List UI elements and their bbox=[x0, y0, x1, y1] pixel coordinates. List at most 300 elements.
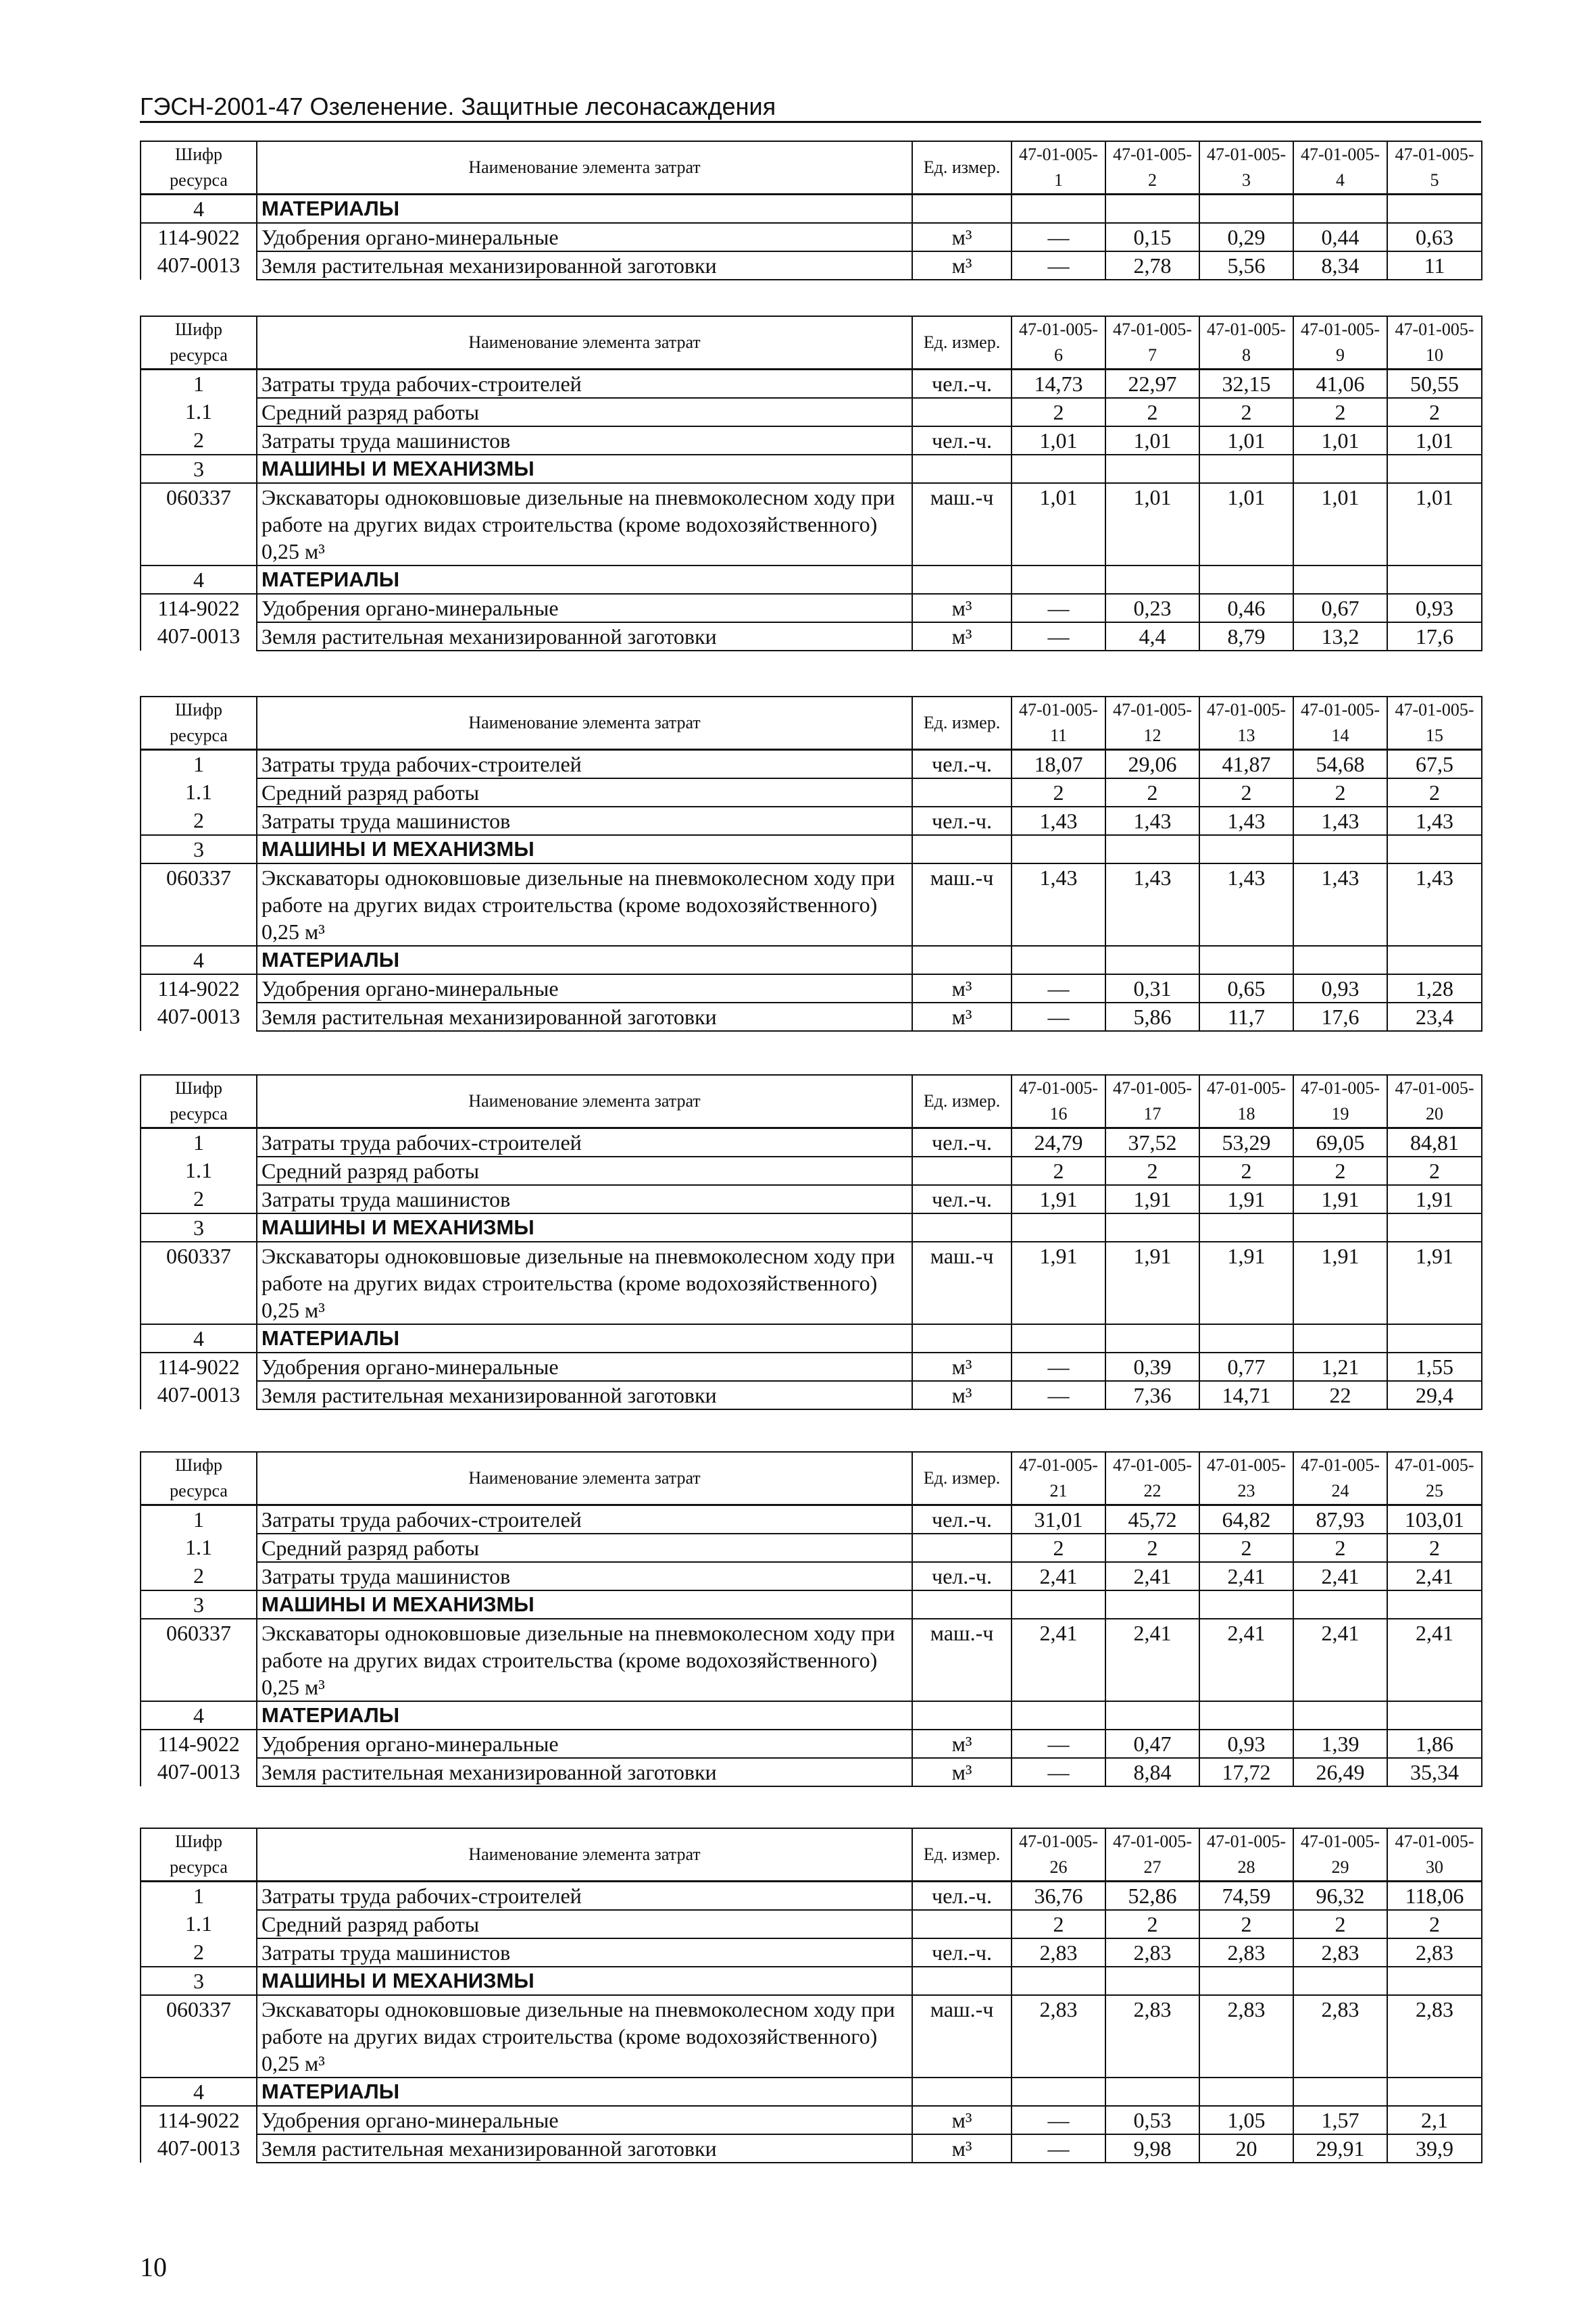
row-value: 2,83 bbox=[1387, 1995, 1482, 2078]
row-value: 2,41 bbox=[1105, 1619, 1199, 1701]
section-empty bbox=[1387, 1967, 1482, 1995]
section-row bbox=[141, 946, 1482, 974]
row-value: 87,93 bbox=[1293, 1505, 1387, 1534]
row-code: 407-0013 bbox=[141, 1758, 257, 1786]
section-empty bbox=[1199, 565, 1293, 594]
table-row bbox=[141, 1910, 1482, 1938]
row-code: 407-0013 bbox=[141, 1003, 257, 1031]
row-unit: чел.-ч. bbox=[912, 1938, 1012, 1967]
row-code: 114-9022 bbox=[141, 594, 257, 622]
section-empty bbox=[1012, 2078, 1105, 2106]
row-value: 8,79 bbox=[1199, 622, 1293, 651]
section-unit bbox=[912, 565, 1012, 594]
row-value: 0,93 bbox=[1199, 1730, 1293, 1758]
row-value: 2,83 bbox=[1293, 1995, 1387, 2078]
row-value: 1,91 bbox=[1293, 1242, 1387, 1324]
row-value: 0,47 bbox=[1105, 1730, 1199, 1758]
row-code: 114-9022 bbox=[141, 223, 257, 251]
row-value: 1,91 bbox=[1012, 1185, 1105, 1213]
header-code bbox=[141, 316, 257, 370]
row-name: Затраты труда рабочих-строителей bbox=[257, 1128, 912, 1157]
section-row bbox=[141, 1701, 1482, 1730]
row-name: Земля растительная механизированной заготовки bbox=[257, 1381, 912, 1409]
header-column-code: 47-01-005-8 bbox=[1199, 316, 1293, 370]
header-column-code: 47-01-005-14 bbox=[1293, 697, 1387, 750]
section-title: МАТЕРИАЛЫ bbox=[257, 1701, 912, 1730]
table-header-row bbox=[141, 316, 1482, 370]
row-unit: чел.-ч. bbox=[912, 1128, 1012, 1157]
row-name: Удобрения органо-минеральные bbox=[257, 1353, 912, 1381]
row-value: 74,59 bbox=[1199, 1882, 1293, 1911]
row-code: 060337 bbox=[141, 863, 257, 946]
row-value: 1,55 bbox=[1387, 1353, 1482, 1381]
table-row bbox=[141, 483, 1482, 565]
section-empty bbox=[1293, 195, 1387, 224]
row-name: Затраты труда машинистов bbox=[257, 1938, 912, 1967]
row-value: 2 bbox=[1012, 398, 1105, 426]
header-code bbox=[141, 141, 257, 195]
row-unit: м³ bbox=[912, 2134, 1012, 2163]
section-empty bbox=[1199, 1590, 1293, 1619]
row-name: Экскаваторы одноковшовые дизельные на пневмоколесном ходу при работе на других видах строительства (кроме водохозяйственного) 0,25 м³ bbox=[257, 483, 912, 565]
header-name: Наименование элемента затрат bbox=[257, 1828, 912, 1882]
row-unit: чел.-ч. bbox=[912, 807, 1012, 835]
row-value: — bbox=[1012, 223, 1105, 251]
section-empty bbox=[1199, 1967, 1293, 1995]
row-value: 5,86 bbox=[1105, 1003, 1199, 1031]
header-code-line: Шифр bbox=[175, 145, 222, 164]
row-value: 2 bbox=[1387, 398, 1482, 426]
row-value: 2 bbox=[1387, 1157, 1482, 1185]
header-column-code: 47-01-005-17 bbox=[1105, 1075, 1199, 1128]
row-unit: маш.-ч bbox=[912, 863, 1012, 946]
row-name: Затраты труда рабочих-строителей bbox=[257, 750, 912, 779]
row-name: Затраты труда машинистов bbox=[257, 1185, 912, 1213]
header-column-code: 47-01-005-29 bbox=[1293, 1828, 1387, 1882]
row-value: 103,01 bbox=[1387, 1505, 1482, 1534]
section-empty bbox=[1387, 195, 1482, 224]
row-unit bbox=[912, 778, 1012, 807]
row-value: 118,06 bbox=[1387, 1882, 1482, 1911]
row-name: Затраты труда рабочих-строителей bbox=[257, 1882, 912, 1911]
section-empty bbox=[1387, 565, 1482, 594]
header-column-code: 47-01-005-13 bbox=[1199, 697, 1293, 750]
row-unit: м³ bbox=[912, 974, 1012, 1003]
header-column-code: 47-01-005-6 bbox=[1012, 316, 1105, 370]
row-name: Удобрения органо-минеральные bbox=[257, 223, 912, 251]
section-empty bbox=[1199, 455, 1293, 483]
row-name: Средний разряд работы bbox=[257, 1534, 912, 1562]
header-unit: Ед. измер. bbox=[912, 141, 1012, 195]
row-value: 2,41 bbox=[1293, 1619, 1387, 1701]
table-row bbox=[141, 622, 1482, 651]
row-name: Затраты труда рабочих-строителей bbox=[257, 370, 912, 399]
section-row bbox=[141, 835, 1482, 863]
row-code: 1 bbox=[141, 750, 257, 779]
row-code: 114-9022 bbox=[141, 1353, 257, 1381]
section-row bbox=[141, 455, 1482, 483]
row-value: 1,91 bbox=[1012, 1242, 1105, 1324]
row-value: 0,29 bbox=[1199, 223, 1293, 251]
header-name: Наименование элемента затрат bbox=[257, 1452, 912, 1505]
section-unit bbox=[912, 195, 1012, 224]
row-value: 2,41 bbox=[1199, 1562, 1293, 1590]
row-name: Земля растительная механизированной заготовки bbox=[257, 1758, 912, 1786]
section-title: МАТЕРИАЛЫ bbox=[257, 1324, 912, 1353]
row-value: — bbox=[1012, 1353, 1105, 1381]
table-row bbox=[141, 1003, 1482, 1031]
row-value: 2 bbox=[1012, 1534, 1105, 1562]
header-rule bbox=[140, 121, 1481, 123]
header-code bbox=[141, 1452, 257, 1505]
row-value: 2 bbox=[1387, 1910, 1482, 1938]
row-value: 1,43 bbox=[1387, 863, 1482, 946]
section-code: 4 bbox=[141, 565, 257, 594]
header-unit: Ед. измер. bbox=[912, 1452, 1012, 1505]
header-code-line: ресурса bbox=[170, 345, 228, 365]
row-code: 1 bbox=[141, 1505, 257, 1534]
header-name: Наименование элемента затрат bbox=[257, 1075, 912, 1128]
section-unit bbox=[912, 455, 1012, 483]
section-empty bbox=[1387, 835, 1482, 863]
row-value: 2 bbox=[1105, 398, 1199, 426]
section-unit bbox=[912, 1213, 1012, 1242]
section-empty bbox=[1293, 565, 1387, 594]
header-code-line: ресурса bbox=[170, 1481, 228, 1501]
row-value: 0,46 bbox=[1199, 594, 1293, 622]
row-value: 1,01 bbox=[1199, 426, 1293, 455]
section-empty bbox=[1012, 195, 1105, 224]
row-value: 35,34 bbox=[1387, 1758, 1482, 1786]
row-value: 1,91 bbox=[1387, 1185, 1482, 1213]
table-row bbox=[141, 1381, 1482, 1409]
row-value: 2,41 bbox=[1199, 1619, 1293, 1701]
row-code: 060337 bbox=[141, 1242, 257, 1324]
section-unit bbox=[912, 1701, 1012, 1730]
row-value: 1,01 bbox=[1387, 483, 1482, 565]
table-row bbox=[141, 426, 1482, 455]
section-code: 3 bbox=[141, 1590, 257, 1619]
row-value: 2 bbox=[1293, 1534, 1387, 1562]
row-value: — bbox=[1012, 251, 1105, 280]
page-number: 10 bbox=[140, 2252, 167, 2282]
row-value: 2,1 bbox=[1387, 2106, 1482, 2134]
section-empty bbox=[1199, 1213, 1293, 1242]
section-unit bbox=[912, 2078, 1012, 2106]
row-value: 1,01 bbox=[1012, 426, 1105, 455]
document-header: ГЭСН-2001-47 Озеленение. Защитные лесонасаждения bbox=[140, 93, 776, 120]
row-value: 13,2 bbox=[1293, 622, 1387, 651]
row-code: 407-0013 bbox=[141, 622, 257, 651]
row-value: 1,86 bbox=[1387, 1730, 1482, 1758]
section-empty bbox=[1012, 565, 1105, 594]
table-row bbox=[141, 2106, 1482, 2134]
table-row bbox=[141, 594, 1482, 622]
table-row bbox=[141, 1619, 1482, 1701]
section-empty bbox=[1387, 2078, 1482, 2106]
row-value: 2,83 bbox=[1293, 1938, 1387, 1967]
row-value: 1,01 bbox=[1293, 483, 1387, 565]
section-title: МАШИНЫ И МЕХАНИЗМЫ bbox=[257, 835, 912, 863]
row-value: 2,83 bbox=[1012, 1938, 1105, 1967]
row-value: 18,07 bbox=[1012, 750, 1105, 779]
row-unit: чел.-ч. bbox=[912, 750, 1012, 779]
row-value: 17,72 bbox=[1199, 1758, 1293, 1786]
header-name: Наименование элемента затрат bbox=[257, 316, 912, 370]
row-value: — bbox=[1012, 1381, 1105, 1409]
table-header-row bbox=[141, 141, 1482, 195]
row-value: — bbox=[1012, 622, 1105, 651]
section-code: 4 bbox=[141, 946, 257, 974]
row-unit: м³ bbox=[912, 622, 1012, 651]
row-unit: маш.-ч bbox=[912, 1619, 1012, 1701]
row-name: Земля растительная механизированной заготовки bbox=[257, 2134, 912, 2163]
row-value: 29,91 bbox=[1293, 2134, 1387, 2163]
section-empty bbox=[1105, 2078, 1199, 2106]
header-column-code: 47-01-005-4 bbox=[1293, 141, 1387, 195]
header-column-code: 47-01-005-19 bbox=[1293, 1075, 1387, 1128]
section-empty bbox=[1012, 946, 1105, 974]
row-value: 0,65 bbox=[1199, 974, 1293, 1003]
header-column-code: 47-01-005-28 bbox=[1199, 1828, 1293, 1882]
section-empty bbox=[1012, 835, 1105, 863]
row-unit: м³ bbox=[912, 1381, 1012, 1409]
section-empty bbox=[1199, 835, 1293, 863]
table-row bbox=[141, 2134, 1482, 2163]
section-empty bbox=[1105, 565, 1199, 594]
row-code: 407-0013 bbox=[141, 2134, 257, 2163]
row-value: 1,91 bbox=[1105, 1185, 1199, 1213]
header-column-code: 47-01-005-22 bbox=[1105, 1452, 1199, 1505]
row-unit: м³ bbox=[912, 1730, 1012, 1758]
row-value: 1,91 bbox=[1199, 1242, 1293, 1324]
header-code-line: ресурса bbox=[170, 1104, 228, 1124]
row-code: 2 bbox=[141, 1562, 257, 1590]
row-value: 2 bbox=[1012, 1157, 1105, 1185]
row-name: Затраты труда машинистов bbox=[257, 1562, 912, 1590]
row-value: 2 bbox=[1105, 778, 1199, 807]
row-value: 0,23 bbox=[1105, 594, 1199, 622]
header-unit: Ед. измер. bbox=[912, 1075, 1012, 1128]
row-value: 1,28 bbox=[1387, 974, 1482, 1003]
header-unit: Ед. измер. bbox=[912, 316, 1012, 370]
row-value: 1,01 bbox=[1105, 426, 1199, 455]
header-column-code: 47-01-005-21 bbox=[1012, 1452, 1105, 1505]
row-value: 29,4 bbox=[1387, 1381, 1482, 1409]
row-value: 11 bbox=[1387, 251, 1482, 280]
row-value: 67,5 bbox=[1387, 750, 1482, 779]
row-value: 1,39 bbox=[1293, 1730, 1387, 1758]
row-code: 2 bbox=[141, 807, 257, 835]
row-value: 2 bbox=[1293, 1910, 1387, 1938]
row-unit: м³ bbox=[912, 1003, 1012, 1031]
row-value: 2,41 bbox=[1012, 1619, 1105, 1701]
header-column-code: 47-01-005-20 bbox=[1387, 1075, 1482, 1128]
header-column-code: 47-01-005-15 bbox=[1387, 697, 1482, 750]
table-row bbox=[141, 1995, 1482, 2078]
row-name: Земля растительная механизированной заготовки bbox=[257, 622, 912, 651]
row-value: 84,81 bbox=[1387, 1128, 1482, 1157]
section-code: 3 bbox=[141, 835, 257, 863]
header-column-code: 47-01-005-16 bbox=[1012, 1075, 1105, 1128]
section-empty bbox=[1105, 455, 1199, 483]
row-value: 0,93 bbox=[1293, 974, 1387, 1003]
row-value: 2,83 bbox=[1105, 1995, 1199, 2078]
table-row bbox=[141, 251, 1482, 280]
row-value: 1,43 bbox=[1293, 807, 1387, 835]
row-value: 22 bbox=[1293, 1381, 1387, 1409]
row-value: 20 bbox=[1199, 2134, 1293, 2163]
row-value: 2,83 bbox=[1105, 1938, 1199, 1967]
section-row bbox=[141, 195, 1482, 224]
table-row bbox=[141, 1938, 1482, 1967]
row-value: 2 bbox=[1199, 1910, 1293, 1938]
section-unit bbox=[912, 1967, 1012, 1995]
section-empty bbox=[1293, 1590, 1387, 1619]
section-row bbox=[141, 565, 1482, 594]
row-value: 45,72 bbox=[1105, 1505, 1199, 1534]
table-row bbox=[141, 778, 1482, 807]
section-empty bbox=[1293, 835, 1387, 863]
row-name: Средний разряд работы bbox=[257, 778, 912, 807]
section-empty bbox=[1105, 835, 1199, 863]
section-empty bbox=[1012, 1324, 1105, 1353]
header-column-code: 47-01-005-12 bbox=[1105, 697, 1199, 750]
row-value: 2,41 bbox=[1012, 1562, 1105, 1590]
row-value: 14,73 bbox=[1012, 370, 1105, 399]
section-title: МАШИНЫ И МЕХАНИЗМЫ bbox=[257, 1213, 912, 1242]
row-value: 4,4 bbox=[1105, 622, 1199, 651]
row-value: 0,63 bbox=[1387, 223, 1482, 251]
section-empty bbox=[1387, 1590, 1482, 1619]
header-code-line: Шифр bbox=[175, 1455, 222, 1475]
section-unit bbox=[912, 946, 1012, 974]
header-code-line: Шифр bbox=[175, 320, 222, 339]
header-code bbox=[141, 1075, 257, 1128]
row-name: Затраты труда машинистов bbox=[257, 426, 912, 455]
section-unit bbox=[912, 1324, 1012, 1353]
header-column-code: 47-01-005-11 bbox=[1012, 697, 1105, 750]
row-unit: м³ bbox=[912, 1758, 1012, 1786]
section-empty bbox=[1012, 455, 1105, 483]
row-value: 2 bbox=[1387, 1534, 1482, 1562]
table-row bbox=[141, 807, 1482, 835]
table-row bbox=[141, 1882, 1482, 1911]
header-unit: Ед. измер. bbox=[912, 1828, 1012, 1882]
section-empty bbox=[1199, 2078, 1293, 2106]
row-value: 14,71 bbox=[1199, 1381, 1293, 1409]
row-value: 1,01 bbox=[1387, 426, 1482, 455]
row-code: 060337 bbox=[141, 1995, 257, 2078]
row-value: 2 bbox=[1199, 778, 1293, 807]
row-value: 2,83 bbox=[1012, 1995, 1105, 2078]
row-code: 1.1 bbox=[141, 1910, 257, 1938]
header-code-line: Шифр bbox=[175, 1832, 222, 1851]
row-unit: чел.-ч. bbox=[912, 370, 1012, 399]
norm-table-4 bbox=[140, 1074, 1482, 1410]
row-code: 114-9022 bbox=[141, 2106, 257, 2134]
section-empty bbox=[1293, 455, 1387, 483]
row-value: 1,01 bbox=[1293, 426, 1387, 455]
row-code: 114-9022 bbox=[141, 1730, 257, 1758]
row-value: 2 bbox=[1293, 398, 1387, 426]
table-header-row bbox=[141, 697, 1482, 750]
row-name: Удобрения органо-минеральные bbox=[257, 974, 912, 1003]
table-row bbox=[141, 1758, 1482, 1786]
header-column-code: 47-01-005-26 bbox=[1012, 1828, 1105, 1882]
row-value: 64,82 bbox=[1199, 1505, 1293, 1534]
header-column-code: 47-01-005-24 bbox=[1293, 1452, 1387, 1505]
row-value: 2 bbox=[1012, 778, 1105, 807]
section-empty bbox=[1105, 1701, 1199, 1730]
row-value: 2 bbox=[1199, 1157, 1293, 1185]
row-value: 2 bbox=[1012, 1910, 1105, 1938]
row-value: — bbox=[1012, 1758, 1105, 1786]
row-name: Удобрения органо-минеральные bbox=[257, 2106, 912, 2134]
header-code-line: Шифр bbox=[175, 700, 222, 720]
row-value: 1,91 bbox=[1199, 1185, 1293, 1213]
row-value: 26,49 bbox=[1293, 1758, 1387, 1786]
row-value: 52,86 bbox=[1105, 1882, 1199, 1911]
row-code: 407-0013 bbox=[141, 251, 257, 280]
section-empty bbox=[1387, 946, 1482, 974]
section-empty bbox=[1387, 1701, 1482, 1730]
row-code: 1.1 bbox=[141, 778, 257, 807]
row-value: 0,15 bbox=[1105, 223, 1199, 251]
row-value: 2 bbox=[1105, 1534, 1199, 1562]
row-value: 5,56 bbox=[1199, 251, 1293, 280]
row-unit: маш.-ч bbox=[912, 483, 1012, 565]
header-code-line: ресурса bbox=[170, 726, 228, 745]
table-row bbox=[141, 1128, 1482, 1157]
row-code: 2 bbox=[141, 426, 257, 455]
row-value: 41,06 bbox=[1293, 370, 1387, 399]
header-code bbox=[141, 1828, 257, 1882]
row-value: — bbox=[1012, 974, 1105, 1003]
header-code-line: ресурса bbox=[170, 170, 228, 190]
section-row bbox=[141, 1590, 1482, 1619]
table-row bbox=[141, 1534, 1482, 1562]
table-row bbox=[141, 370, 1482, 399]
section-empty bbox=[1012, 1967, 1105, 1995]
row-unit: маш.-ч bbox=[912, 1995, 1012, 2078]
row-value: 96,32 bbox=[1293, 1882, 1387, 1911]
section-code: 4 bbox=[141, 1324, 257, 1353]
row-value: 0,39 bbox=[1105, 1353, 1199, 1381]
row-value: 1,21 bbox=[1293, 1353, 1387, 1381]
header-column-code: 47-01-005-3 bbox=[1199, 141, 1293, 195]
row-unit: маш.-ч bbox=[912, 1242, 1012, 1324]
row-value: 41,87 bbox=[1199, 750, 1293, 779]
row-unit: чел.-ч. bbox=[912, 1562, 1012, 1590]
row-value: 36,76 bbox=[1012, 1882, 1105, 1911]
row-value: 2,83 bbox=[1387, 1938, 1482, 1967]
section-code: 3 bbox=[141, 455, 257, 483]
section-title: МАШИНЫ И МЕХАНИЗМЫ bbox=[257, 455, 912, 483]
row-value: 7,36 bbox=[1105, 1381, 1199, 1409]
row-value: — bbox=[1012, 2106, 1105, 2134]
row-value: 53,29 bbox=[1199, 1128, 1293, 1157]
header-column-code: 47-01-005-2 bbox=[1105, 141, 1199, 195]
row-code: 1.1 bbox=[141, 1157, 257, 1185]
row-value: 1,05 bbox=[1199, 2106, 1293, 2134]
row-value: 39,9 bbox=[1387, 2134, 1482, 2163]
row-value: 2,41 bbox=[1105, 1562, 1199, 1590]
row-unit: м³ bbox=[912, 1353, 1012, 1381]
table-row bbox=[141, 1157, 1482, 1185]
row-value: 0,77 bbox=[1199, 1353, 1293, 1381]
row-unit: чел.-ч. bbox=[912, 1505, 1012, 1534]
